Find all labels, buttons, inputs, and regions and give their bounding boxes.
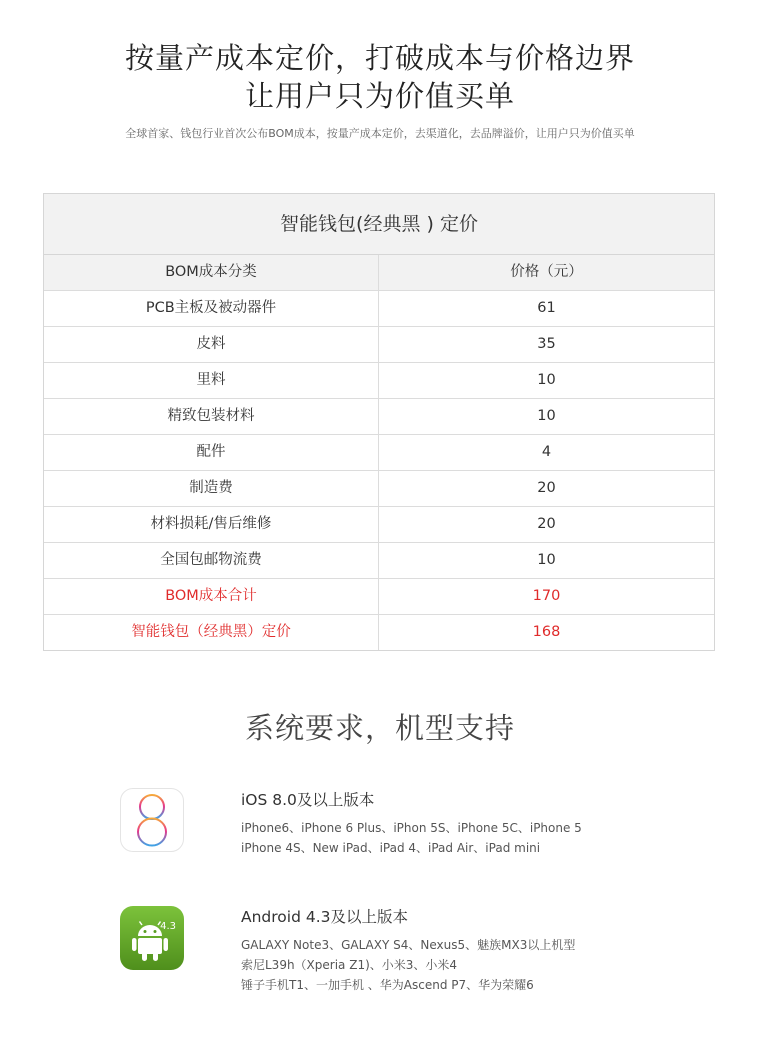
row-value: 61	[537, 300, 556, 316]
row-value: 4	[541, 444, 552, 460]
table-row	[44, 363, 714, 399]
table-row	[44, 543, 714, 579]
android-device-line: 索尼L39h（Xperia Z1)、小米3、小米4	[241, 958, 458, 972]
row-label: PCB主板及被动器件	[44, 291, 379, 326]
row-label: 皮料	[44, 327, 379, 362]
android-version-badge: 4.3	[160, 921, 176, 932]
table-row	[44, 507, 714, 543]
table-row	[44, 327, 714, 363]
row-value: 10	[537, 372, 556, 388]
table-row	[44, 435, 714, 471]
row-label: 材料损耗/售后维修	[44, 507, 379, 542]
table-header-row	[44, 255, 714, 291]
table-row	[44, 471, 714, 507]
table-title: 智能钱包(经典黑 ) 定价	[44, 194, 714, 255]
price-row	[44, 615, 714, 650]
row-label: 制造费	[44, 471, 379, 506]
row-value: 20	[537, 480, 556, 496]
ios8-icon	[120, 788, 184, 852]
column-header-price: 价格（元）	[510, 264, 583, 280]
android-device-line: 锤子手机T1、一加手机 、华为Ascend P7、华为荣耀6	[241, 978, 534, 992]
row-value: 10	[537, 408, 556, 424]
price-label: 智能钱包（经典黑）定价	[44, 615, 379, 650]
ios-device-line: iPhone6、iPhone 6 Plus、iPhon 5S、iPhone 5C、iPhone 5	[241, 821, 582, 835]
android-requirements	[241, 907, 575, 995]
ios-title: iOS 8.0及以上版本	[241, 791, 375, 809]
table-row	[44, 399, 714, 435]
row-label: 里料	[44, 363, 379, 398]
android-device-line: GALAXY Note3、GALAXY S4、Nexus5、魅族MX3以上机型	[241, 938, 576, 952]
android-icon	[120, 906, 184, 970]
row-value: 35	[537, 336, 556, 352]
row-value: 20	[537, 516, 556, 532]
row-label: 配件	[44, 435, 379, 470]
android-title: Android 4.3及以上版本	[241, 908, 409, 926]
pricing-table	[43, 193, 715, 651]
table-row	[44, 291, 714, 327]
ios-requirements	[241, 790, 582, 858]
page-title-line1: 按量产成本定价，打破成本与价格边界	[124, 41, 635, 75]
ios-device-line: iPhone 4S、New iPad、iPad 4、iPad Air、iPad mini	[241, 841, 541, 855]
total-label: BOM成本合计	[44, 579, 379, 614]
row-label: 精致包装材料	[44, 399, 379, 434]
column-header-category: BOM成本分类	[44, 255, 379, 290]
page-title-line2: 让用户只为价值买单	[244, 79, 515, 113]
row-value: 10	[537, 552, 556, 568]
page-subtitle: 全球首家、钱包行业首次公布BOM成本，按量产成本定价，去渠道化，去品牌溢价，让用户只为价值买单	[125, 127, 635, 140]
requirements-title: 系统要求，机型支持	[244, 711, 515, 745]
total-row	[44, 579, 714, 615]
price-value: 168	[532, 624, 561, 640]
row-label: 全国包邮物流费	[44, 543, 379, 578]
total-value: 170	[532, 588, 561, 604]
